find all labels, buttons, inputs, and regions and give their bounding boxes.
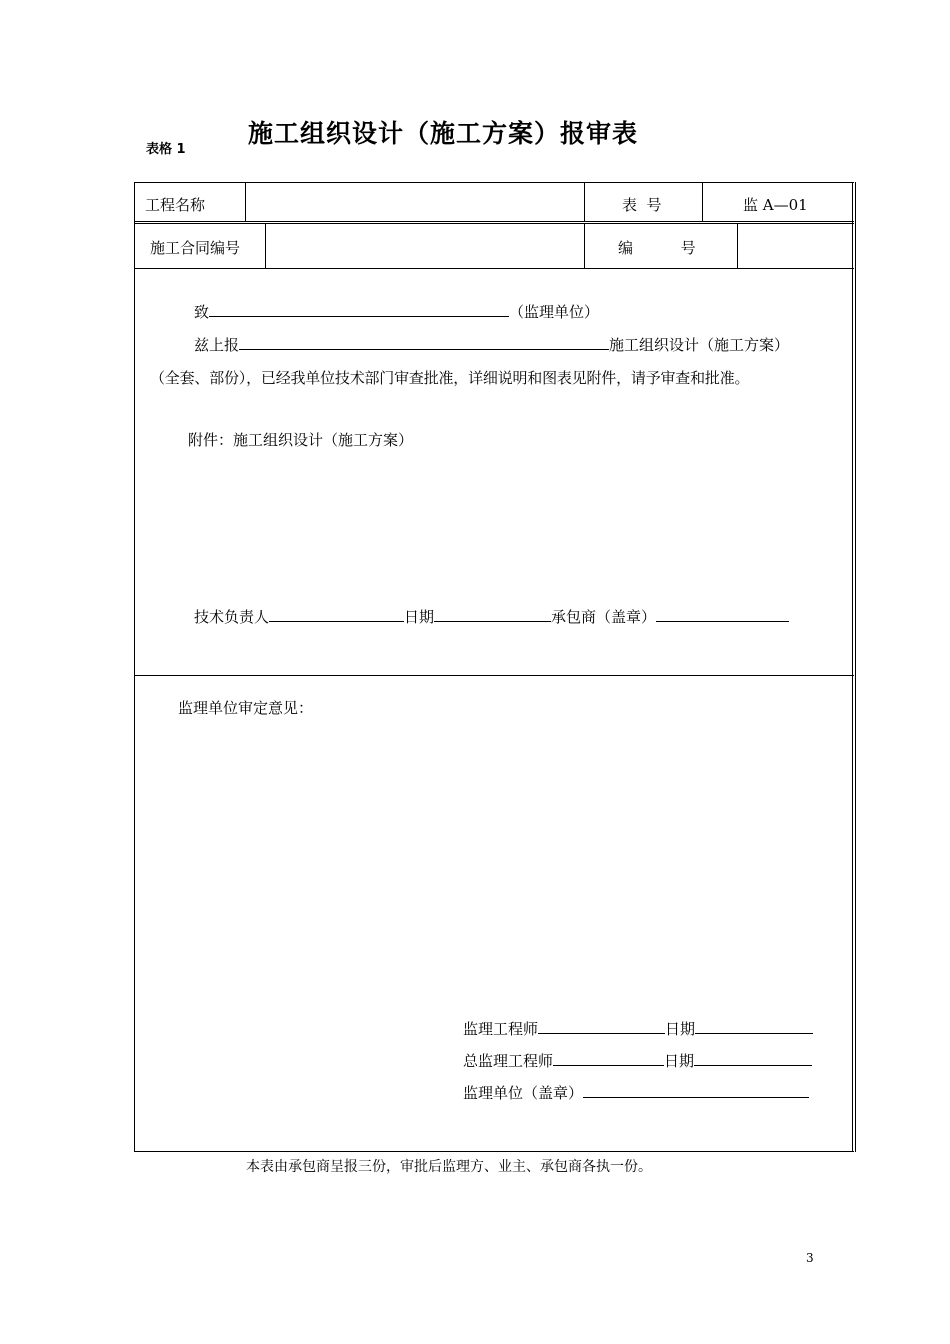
date-blank[interactable] [434,607,551,622]
date-label: 日期 [404,608,435,626]
chief-date-blank[interactable] [694,1051,812,1066]
attachment-line: 附件：施工组织设计（施工方案） [188,431,414,449]
chief-date-label: 日期 [664,1052,695,1070]
contract-no-label: 施工合同编号 [150,239,241,257]
engineer-line [463,1018,813,1039]
signature-line [194,606,789,627]
submission-to-line [194,301,599,322]
supervision-unit-blank[interactable] [209,302,509,317]
form-no-value: 监 A—01 [743,196,808,214]
contractor-label: 承包商（盖章） [551,608,657,626]
tech-lead-blank[interactable] [269,607,404,622]
engineer-label: 监理工程师 [463,1020,539,1038]
review-opinion-label: 监理单位审定意见： [178,699,314,717]
engineer-date-blank[interactable] [695,1019,813,1034]
contractor-seal-blank[interactable] [656,607,789,622]
report-name-blank[interactable] [239,335,609,350]
project-name-label: 工程名称 [145,196,206,214]
footer-note: 本表由承包商呈报三份，审批后监理方、业主、承包商各执一份。 [246,1159,652,1175]
submission-report-line [194,334,789,355]
engineer-date-label: 日期 [665,1020,696,1038]
chief-engineer-label: 总监理工程师 [463,1052,554,1070]
to-prefix: 致 [194,303,210,321]
chief-engineer-line [463,1050,812,1071]
form-label: 表格 1 [146,142,186,157]
engineer-blank[interactable] [538,1019,665,1034]
page-title: 施工组织设计（施工方案）报审表 [248,119,639,148]
page-number: 3 [806,1251,814,1265]
report-suffix: 施工组织设计（施工方案） [609,336,790,354]
chief-engineer-blank[interactable] [553,1051,664,1066]
unit-seal-blank[interactable] [583,1083,809,1098]
to-suffix: （监理单位） [509,303,600,321]
form-no-label: 表 号 [622,196,662,214]
unit-seal-line [463,1082,809,1103]
unit-seal-label: 监理单位（盖章） [463,1084,584,1102]
report-prefix: 兹上报 [194,336,240,354]
serial-no-label: 编 号 [618,239,696,257]
submission-body-line: （全套、部份），已经我单位技术部门审查批准，详细说明和图表见附件，请予审查和批准。 [150,369,750,387]
tech-lead-label: 技术负责人 [194,608,270,626]
